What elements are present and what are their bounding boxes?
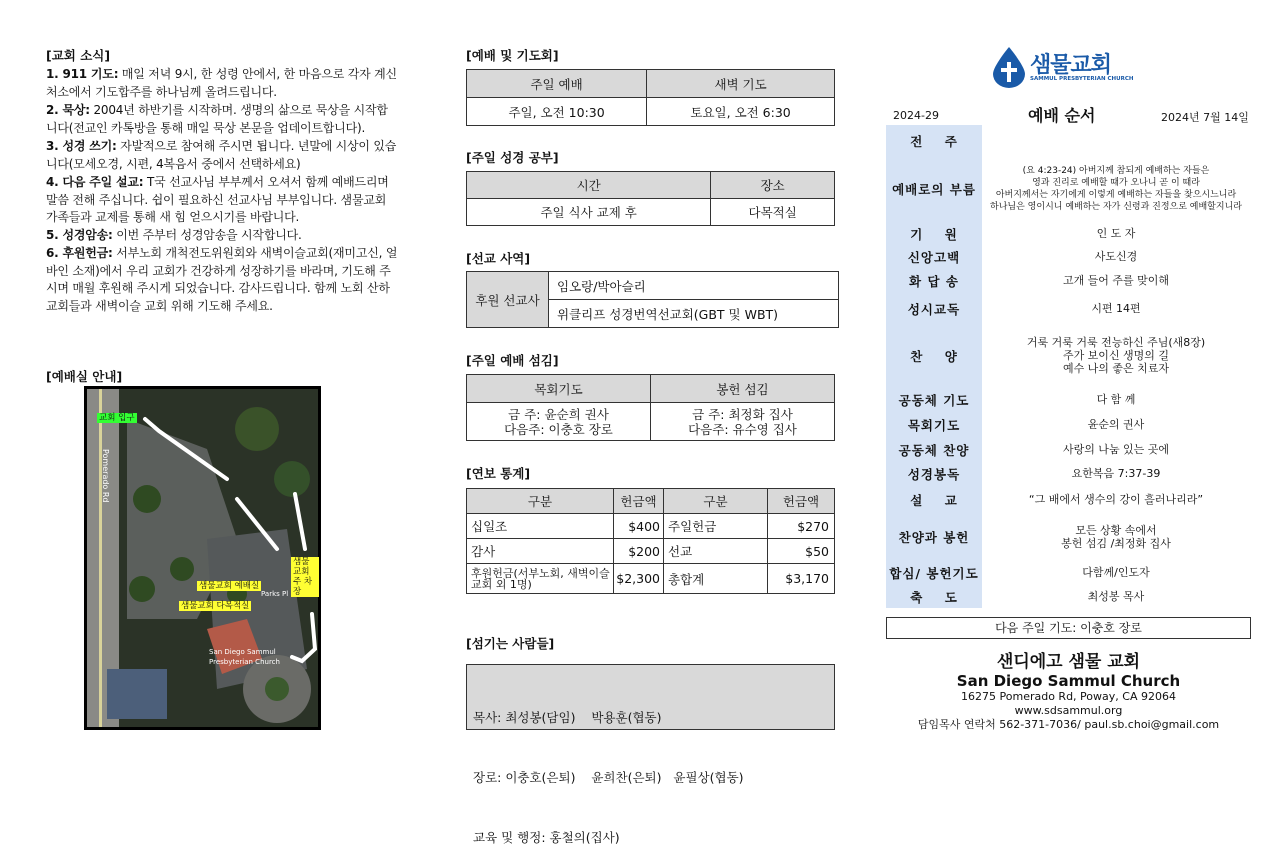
cell: 금 주: 최정화 집사 다음주: 유수영 집사 (651, 403, 835, 441)
col-header: 구분 (467, 489, 614, 514)
order-value: 최성봉 목사 (1087, 590, 1145, 603)
order-value (982, 125, 1250, 156)
order-value: 다 함 께 (1096, 393, 1136, 406)
order-row (886, 324, 1250, 387)
worship-room-tag: 샘물교회 예배실 (199, 581, 260, 591)
servants-title: [섬기는 사람들] (466, 636, 555, 651)
bible-study-table (466, 171, 835, 226)
order-label: 기 원 (886, 222, 982, 245)
col-header: 헌금액 (768, 489, 835, 514)
order-row (886, 560, 1250, 585)
entrance-tag: 교회 입구 (99, 413, 135, 423)
church-footer (886, 653, 1251, 732)
cell: $2,300 (614, 564, 664, 594)
cell: $400 (614, 514, 664, 539)
order-value: 윤순의 권사 (1087, 418, 1145, 431)
issue-number: 2024-29 (893, 109, 939, 122)
news-item: 2. 묵상: 2004년 하반기를 시작하며. 생명의 삶으로 묵상을 시작합니다(전교인 카톡방을 통해 매일 묵상 본문을 업데이트합니다). (46, 103, 388, 135)
news-item: 5. 성경암송: 이번 주부터 성경암송을 시작합니다. (46, 228, 302, 242)
church-map (84, 386, 321, 730)
row-header: 후원 선교사 (467, 272, 549, 328)
finance-table (466, 488, 835, 594)
mission-title: [선교 사역] (466, 251, 531, 266)
order-value: (요 4:23-24) 아버지께 참되게 예배하는 자들은 영과 진리로 예배할 때가 오나니 곧 이 때라 아버지께서는 자기에게 이렇게 예배하는 자들을 찾으시느니라 하나님은 영이시니 예배하는 자가 신령과 진정으로 예배할지니라 (990, 166, 1242, 212)
news-item: 3. 성경 쓰기: 자발적으로 참여해 주시면 됩니다. 년말에 시상이 있습니다(모세오경, 시편, 4복음서 중에서 선택하세요) (46, 139, 397, 171)
col-header: 헌금액 (614, 489, 664, 514)
order-label: 성시교독 (886, 293, 982, 324)
servants-line: 교육 및 행정: 홍철의(집사) (473, 830, 620, 845)
cell: $270 (768, 514, 835, 539)
cell: 십일조 (467, 514, 614, 539)
road-label: Pomerado Rd (101, 449, 110, 503)
order-value: 요한복음 7:37-39 (1071, 467, 1161, 480)
order-value: 사랑의 나눔 있는 곳에 (1062, 443, 1170, 456)
cell: 주일 식사 교제 후 (467, 199, 711, 226)
church-pin-label: San Diego Sammul Presbyterian Church (209, 648, 280, 666)
program-title: 예배 순서 (1028, 106, 1096, 125)
worship-times-title: [예배 및 기도회] (466, 48, 559, 63)
map-image (87, 389, 318, 727)
col-header: 주일 예배 (467, 70, 647, 98)
servants-line: 장로: 이충호(은퇴) 윤희찬(은퇴) 윤필상(협동) (473, 770, 744, 785)
order-value: 모든 상황 속에서 봉헌 섬김 /최정화 집사 (1061, 524, 1171, 550)
cell: 후원헌금(서부노회, 새벽이슬교회 외 1명) (467, 564, 614, 594)
service-title: [주일 예배 섬김] (466, 353, 559, 368)
cell: 감사 (467, 539, 614, 564)
logo-name: 샘물교회 (1030, 53, 1112, 78)
order-row (886, 268, 1250, 293)
church-logo (990, 46, 1160, 90)
order-row (886, 585, 1250, 608)
church-address: 16275 Pomerado Rd, Poway, CA 92064 (961, 690, 1176, 703)
map-title: [예배실 안내] (46, 369, 123, 384)
order-value: 시편 14편 (1091, 302, 1141, 315)
order-label: 찬 양 (886, 324, 982, 387)
cell: 금 주: 윤순희 권사 다음주: 이충호 장로 (467, 403, 651, 441)
cell: 임오랑/박아슬리 (549, 272, 839, 300)
fellowship-room-tag: 샘물교회 다목적실 (181, 601, 250, 611)
order-value: 인 도 자 (1096, 227, 1136, 240)
col-header: 목회기도 (467, 375, 651, 403)
finance-title: [연보 통계] (466, 466, 531, 481)
order-label: 화 답 송 (886, 268, 982, 293)
pastor-contact: 담임목사 연락처 562-371-7036/ paul.sb.choi@gmail.com (917, 718, 1220, 731)
order-value: 다함께/인도자 (1082, 566, 1150, 579)
servants-box (466, 664, 835, 845)
order-value: 고개 들어 주를 맞이해 (1062, 274, 1170, 287)
program-date: 2024년 7월 14일 (1161, 111, 1249, 124)
order-label: 축 도 (886, 585, 982, 608)
next-prayer-box: 다음 주일 기도: 이충호 장로 (886, 617, 1251, 639)
order-row (886, 293, 1250, 324)
order-label: 공동체 찬양 (886, 437, 982, 462)
order-label: 찬양과 봉헌 (886, 514, 982, 560)
cell: 주일, 오전 10:30 (467, 98, 647, 126)
servants-line: 목사: 최성봉(담임) 박용훈(협동) (473, 710, 662, 725)
col-header: 시간 (467, 172, 711, 199)
order-label: 합심/ 봉헌기도 (886, 560, 982, 585)
order-value: “그 배에서 생수의 강이 흘러나리라” (1028, 493, 1204, 506)
church-name-korean: 샌디에고 샘물 교회 (996, 652, 1141, 672)
order-row (886, 245, 1250, 268)
water-drop-icon (990, 46, 1028, 88)
church-name-english: San Diego Sammul Church (956, 672, 1181, 690)
cell: $50 (768, 539, 835, 564)
news-item: 6. 후원헌금: 서부노회 개척전도위원회와 새벽이슬교회(재미고신, 얼바인 소재)에서 우리 교회가 건강하게 성장하기를 바라며, 기도해 주시며 매월 후원해 주시게 되었습니다. 감사드립니다. 함께 노회 산하 교회들과 새벽이슬 교회 위해 기도해 주세요. (46, 246, 398, 313)
news-title: [교회 소식] (46, 48, 111, 63)
cell: $3,170 (768, 564, 835, 594)
order-row (886, 514, 1250, 560)
order-label: 신앙고백 (886, 245, 982, 268)
logo-subtitle: SAMMUL PRESBYTERIAN CHURCH (1030, 76, 1134, 82)
news-item: 1. 911 기도: 매일 저녁 9시, 한 성령 안에서, 한 마음으로 각자 계신 처소에서 기도합주를 하나님께 올려드립니다. (46, 67, 397, 99)
church-website: www.sdsammul.org (1014, 704, 1123, 717)
cell: 총합계 (664, 564, 768, 594)
order-value: 거룩 거룩 거룩 전능하신 주님(새8장) 주가 보이신 생명의 길 예수 나의 좋은 치료자 (1026, 336, 1206, 375)
service-table (466, 374, 835, 441)
order-label: 목회기도 (886, 412, 982, 437)
col-header: 장소 (711, 172, 835, 199)
cell: 위클리프 성경번역선교회(GBT 및 WBT) (549, 300, 839, 328)
order-label: 예배로의 부름 (886, 156, 982, 222)
cell: $200 (614, 539, 664, 564)
order-row (886, 156, 1250, 222)
cell: 토요일, 오전 6:30 (647, 98, 835, 126)
order-label: 전 주 (886, 125, 982, 156)
cell: 선교 (664, 539, 768, 564)
order-label: 공동체 기도 (886, 387, 982, 412)
news-item: 4. 다음 주일 설교: T국 선교사님 부부께서 오셔서 함께 예배드리며 말씀 전해 주십니다. 쉽이 필요하신 선교사님 부부입니다. 샘물교회 가족들과 교제를 통해 새 힘 얻으시기를 바랍니다. (46, 175, 389, 225)
order-row (886, 125, 1250, 156)
order-row (886, 437, 1250, 462)
parking-tag: 샘물교회 주 차 장 (291, 557, 319, 597)
col-header: 봉헌 섬김 (651, 375, 835, 403)
order-value: 사도신경 (1094, 250, 1138, 263)
col-header: 새벽 기도 (647, 70, 835, 98)
order-label: 성경봉독 (886, 462, 982, 485)
order-row (886, 462, 1250, 485)
bible-study-title: [주일 성경 공부] (466, 150, 559, 165)
mission-table (466, 271, 839, 328)
order-row (886, 387, 1250, 412)
col-header: 구분 (664, 489, 768, 514)
order-row (886, 412, 1250, 437)
cell: 주일헌금 (664, 514, 768, 539)
worship-times-table (466, 69, 835, 126)
park-label: Parks Pl (261, 590, 289, 598)
cell: 다목적실 (711, 199, 835, 226)
order-label: 설 교 (886, 485, 982, 514)
order-row (886, 222, 1250, 245)
order-row (886, 485, 1250, 514)
